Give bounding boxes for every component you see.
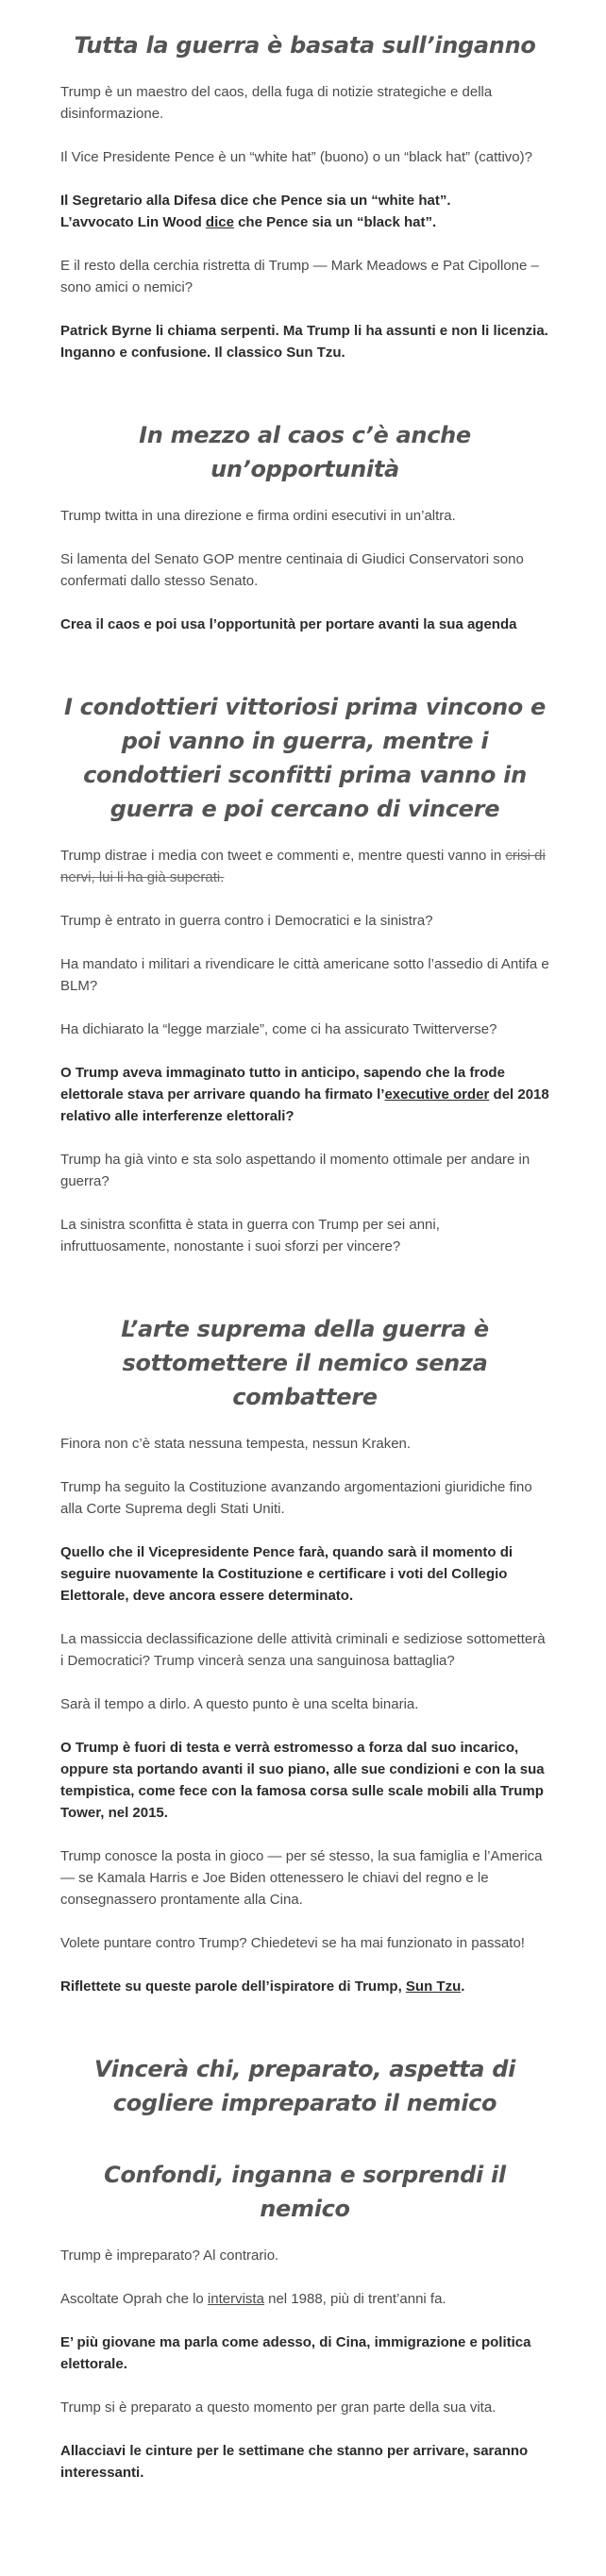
paragraph: Trump è un maestro del caos, della fuga di notizie strategiche e della disinformazione.	[60, 84, 493, 122]
text-span: O Trump aveva immaginato tutto in anticipo, sapendo che la frode elettorale stava per arrivare quando ha firmato l’	[60, 1065, 505, 1103]
section-prepared	[60, 2052, 549, 2120]
paragraph: Ha mandato i militari a rivendicare le città americane sotto l’assedio di Antifa e BLM?	[60, 956, 549, 994]
sun-tzu-link[interactable]: Sun Tzu	[405, 1978, 462, 1995]
paragraph: La massiccia declassificazione delle attività criminali e sediziose sottometterà i Democratici? Trump vincerà senza una sanguinosa battaglia?	[60, 1631, 546, 1669]
section-heading: Confondi, inganna e sorprendi il nemico	[104, 2162, 506, 2222]
text-span: Il Segretario alla Difesa dice che Pence sia un “white hat”.	[60, 193, 451, 209]
paragraph: Il Vice Presidente Pence è un “white hat” (buono) o un “black hat” (cattivo)?	[60, 149, 532, 165]
paragraph-bold: E’ più giovane ma parla come adesso, di Cina, immigrazione e politica elettorale.	[60, 2334, 531, 2372]
text-span: che Pence sia un “black hat”.	[233, 214, 437, 230]
paragraph: Trump è entrato in guerra contro i Democratici e la sinistra?	[60, 913, 433, 929]
intervista-link[interactable]: intervista	[207, 2291, 264, 2307]
paragraph: Trump ha seguito la Costituzione avanzando argomentazioni giuridiche fino alla Corte Suprema degli Stati Uniti.	[60, 1479, 532, 1517]
paragraph: Ha dichiarato la “legge marziale”, come ci ha assicurato Twitterverse?	[60, 1021, 497, 1037]
text-span: Trump distrae i media con tweet e commenti e, mentre questi vanno in	[60, 848, 506, 864]
paragraph	[60, 845, 549, 888]
text-span: .	[461, 1978, 465, 1995]
text-span: Ascoltate Oprah che lo	[60, 2291, 208, 2307]
text-span: del 2018 relativo alle interferenze elettorali?	[60, 1086, 549, 1124]
paragraph: Trump è impreparato? Al contrario.	[60, 2248, 279, 2264]
paragraph: Sarà il tempo a dirlo. A questo punto è una scelta binaria.	[60, 1696, 419, 1712]
section-victorious-generals	[60, 690, 549, 1257]
section-heading: I condottieri vittoriosi prima vincono e poi vanno in guerra, mentre i condottieri sconfitti prima vanno in guerra e poi cercano di vincere	[63, 694, 547, 822]
paragraph-bold: Crea il caos e poi usa l’opportunità per portare avanti la sua agenda	[60, 616, 517, 632]
paragraph: Finora non c’è stata nessuna tempesta, nessun Kraken.	[60, 1436, 412, 1452]
text-span: L’avvocato Lin Wood	[60, 214, 206, 230]
section-heading: In mezzo al caos c’è anche un’opportunità	[139, 422, 471, 482]
section-supreme-art	[60, 1312, 549, 1997]
paragraph: E il resto della cerchia ristretta di Trump — Mark Meadows e Pat Cipollone – sono amici o nemici?	[60, 258, 539, 295]
paragraph: Si lamenta del Senato GOP mentre centinaia di Giudici Conservatori sono confermati dallo stesso Senato.	[60, 551, 524, 589]
section-heading: L’arte suprema della guerra è sottomettere il nemico senza combattere	[121, 1316, 489, 1410]
paragraph-bold	[60, 1976, 549, 1997]
paragraph-bold: Quello che il Vicepresidente Pence farà, quando sarà il momento di seguire nuovamente la Costituzione e certificare i voti del Collegio Elettorale, deve ancora essere determinato.	[60, 1544, 513, 1604]
paragraph-bold: Allacciavi le cinture per le settimane che stanno per arrivare, saranno interessanti.	[60, 2443, 529, 2481]
paragraph	[60, 2288, 549, 2310]
paragraph-bold: Patrick Byrne li chiama serpenti. Ma Trump li ha assunti e non li licenzia. Inganno e confusione. Il classico Sun Tzu.	[60, 323, 548, 361]
strikethrough-text: crisi di nervi, lui li ha già superati.	[60, 848, 546, 885]
paragraph-bold	[60, 190, 549, 233]
section-confuse	[60, 2158, 549, 2483]
section-heading: Vincerà chi, preparato, aspetta di cogliere impreparato il nemico	[93, 2056, 516, 2116]
section-opportunity	[60, 418, 549, 635]
text-span: Riflettete su queste parole dell’ispiratore di Trump,	[60, 1978, 406, 1995]
executive-order-link[interactable]: executive order	[384, 1086, 490, 1103]
paragraph-bold	[60, 1062, 549, 1127]
paragraph: Trump conosce la posta in gioco — per sé stesso, la sua famiglia e l’America — se Kamala Harris e Joe Biden ottenessero le chiavi del regno e le consegnassero prontamente alla Cina.	[60, 1848, 543, 1908]
paragraph: La sinistra sconfitta è stata in guerra con Trump per sei anni, infruttuosamente, nonostante i suoi sforzi per vincere?	[60, 1217, 440, 1254]
paragraph: Volete puntare contro Trump? Chiedetevi se ha mai funzionato in passato!	[60, 1935, 525, 1951]
dice-link[interactable]: dice	[205, 214, 234, 230]
section-deception	[60, 28, 549, 363]
section-heading: Tutta la guerra è basata sull’inganno	[74, 32, 536, 59]
text-span: nel 1988, più di trent’anni fa.	[263, 2291, 446, 2307]
paragraph-bold: O Trump è fuori di testa e verrà estromesso a forza dal suo incarico, oppure sta portando avanti il suo piano, alle sue condizioni e con la sua tempistica, come fece con la famosa corsa sulle scale mobili alla Trump Tower, nel 2015.	[60, 1740, 545, 1821]
paragraph: Trump ha già vinto e sta solo aspettando il momento ottimale per andare in guerra?	[60, 1152, 530, 1189]
paragraph: Trump twitta in una direzione e firma ordini esecutivi in un’altra.	[60, 508, 456, 524]
paragraph: Trump si è preparato a questo momento per gran parte della sua vita.	[60, 2399, 497, 2416]
